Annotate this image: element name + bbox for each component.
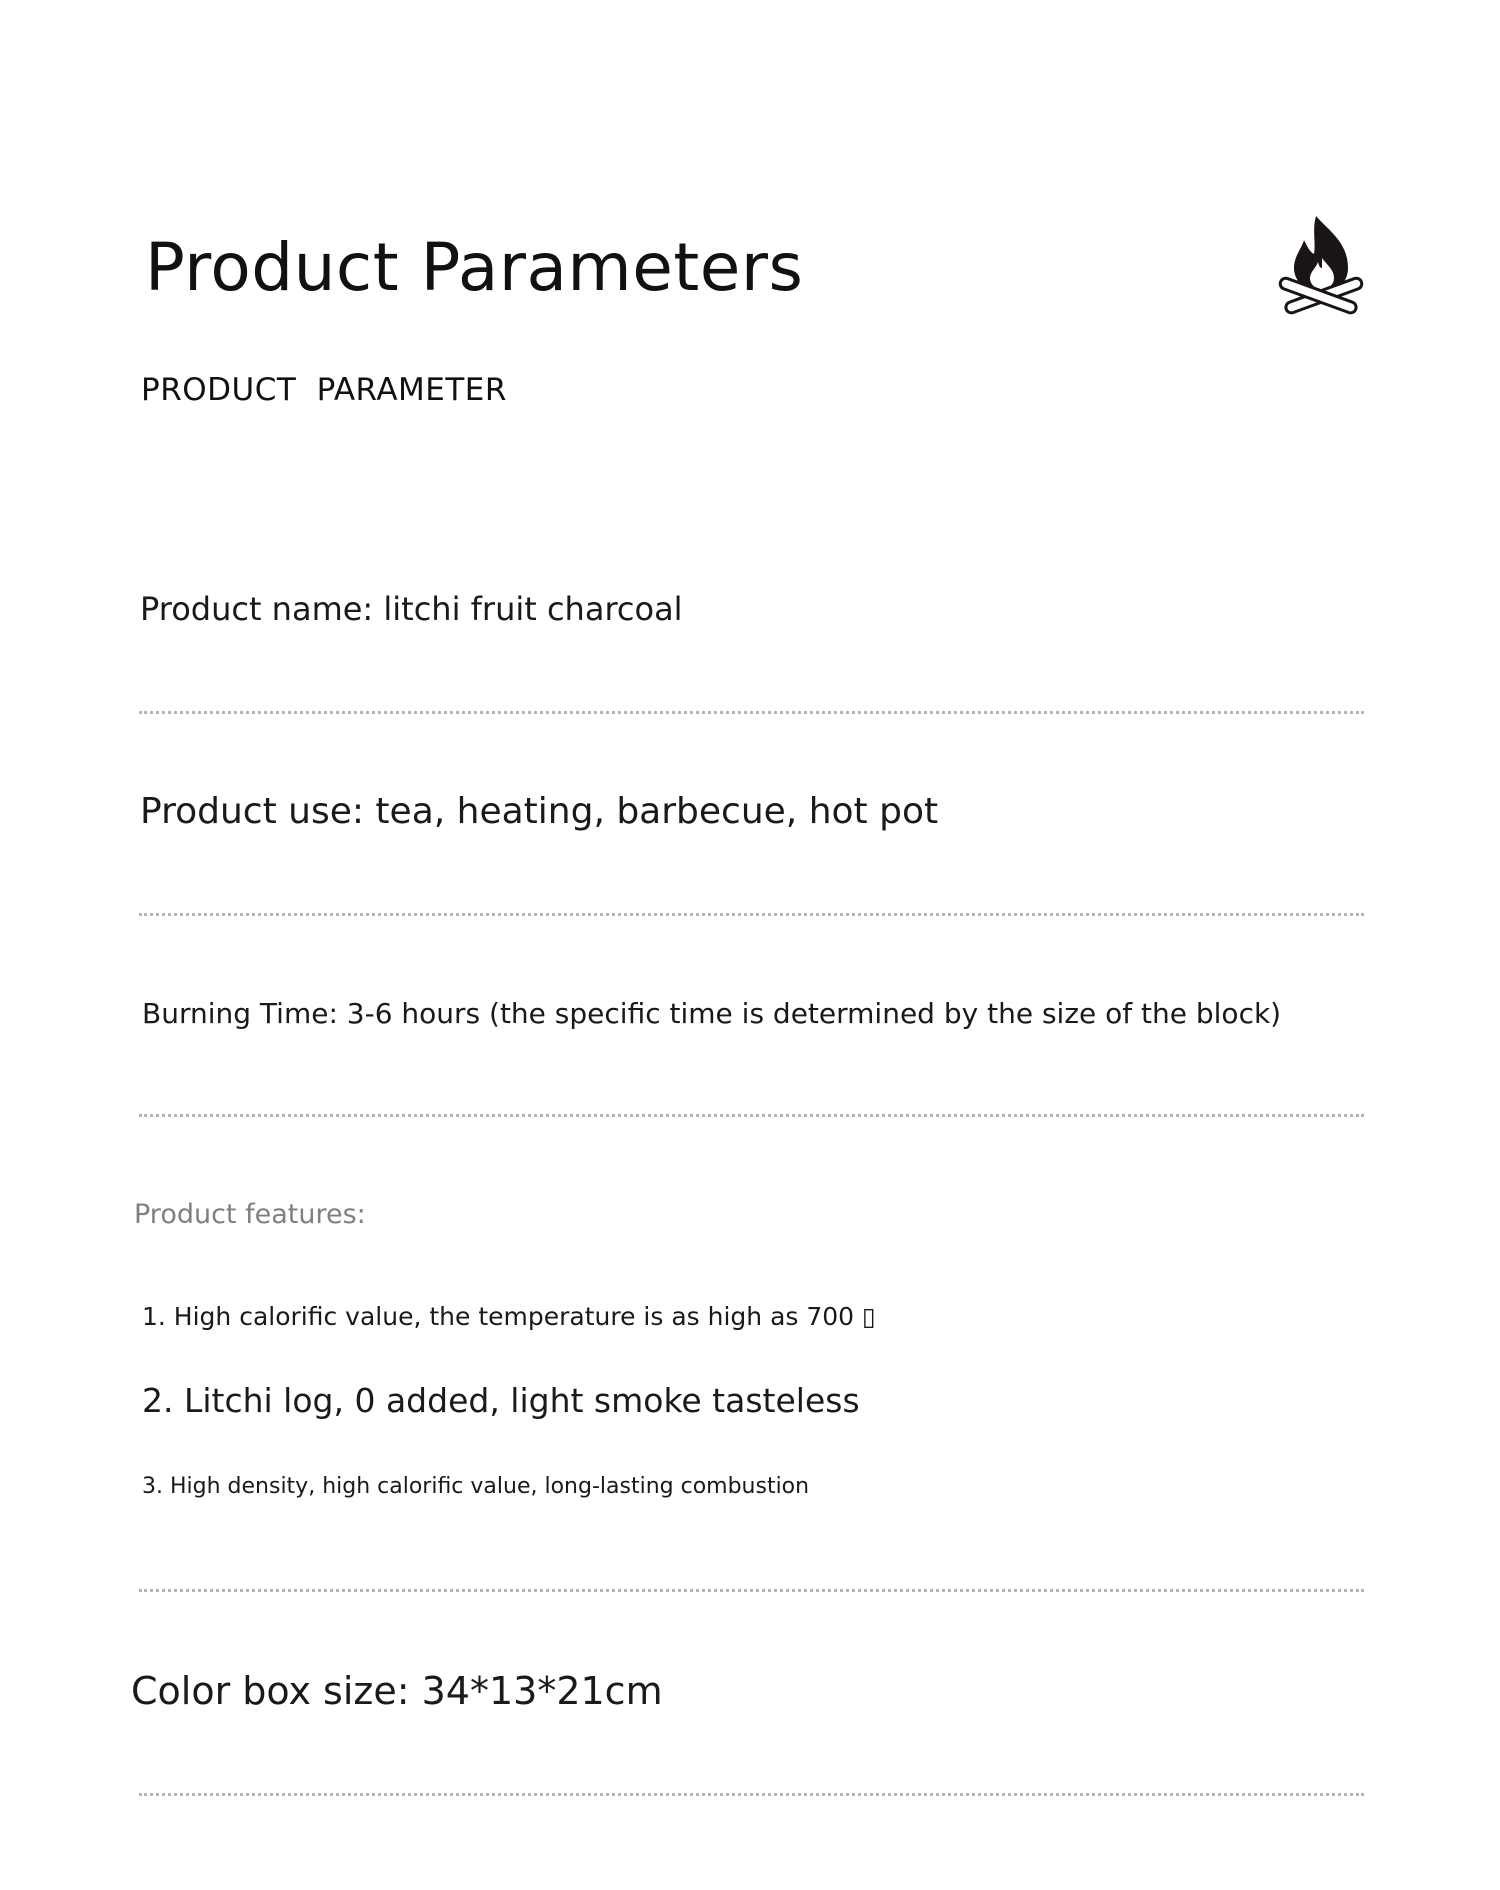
color-box-size: Color box size: 34*13*21cm xyxy=(131,1669,663,1713)
divider xyxy=(139,711,1364,714)
features-heading: Product features: xyxy=(134,1199,366,1230)
page-title: Product Parameters xyxy=(145,229,804,306)
burning-time: Burning Time: 3-6 hours (the specific time is determined by the size of the block) xyxy=(142,997,1282,1030)
campfire-icon xyxy=(1278,212,1364,320)
divider xyxy=(139,1114,1364,1117)
page-subtitle: PRODUCT PARAMETER xyxy=(141,372,507,408)
product-use: Product use: tea, heating, barbecue, hot pot xyxy=(140,791,939,832)
feature-item-3: 3. High density, high calorific value, long-lasting combustion xyxy=(142,1474,810,1499)
feature-item-2: 2. Litchi log, 0 added, light smoke tasteless xyxy=(142,1381,860,1420)
divider xyxy=(139,1589,1364,1592)
feature-item-1: 1. High calorific value, the temperature is as high as 700 ▯ xyxy=(142,1302,876,1331)
divider xyxy=(139,1793,1364,1796)
divider xyxy=(139,913,1364,916)
product-name: Product name: litchi fruit charcoal xyxy=(140,590,683,628)
